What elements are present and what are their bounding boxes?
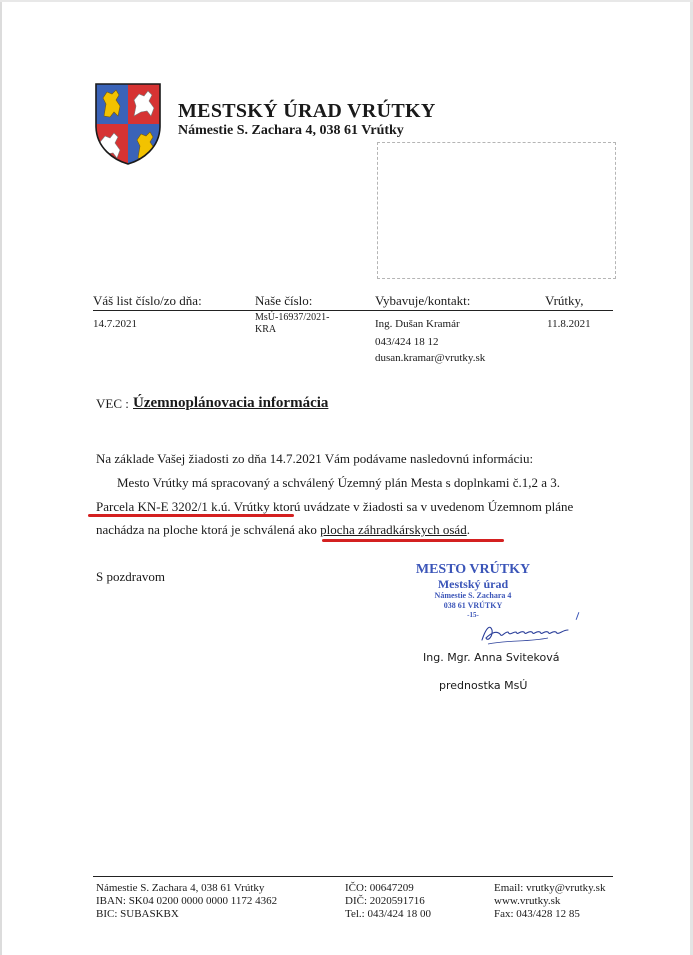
org-address: Námestie S. Zachara 4, 038 61 Vrútky [178,123,404,138]
body-line-1: Mesto Vrútky má spracovaný a schválený Územný plán Mesta s doplnkami č.1,2 a 3. [117,475,561,490]
stamp-line-3: Námestie S. Zachara 4 [434,591,512,600]
subject-title: Územnoplánovacia informácia [133,395,329,411]
footer-email: Email: vrutky@vrutky.sk [494,882,606,894]
zone-designation: plocha záhradkárskych osád [320,522,467,537]
footer-fax: Fax: 043/428 12 85 [494,908,580,920]
footer-tel: Tel.: 043/424 18 00 [345,908,432,920]
ref-header-your-letter: Váš list číslo/zo dňa: [93,293,202,308]
scan-edge-left [0,0,2,955]
body-line-3-start: nachádza na ploche ktorá je schválená ako [96,522,321,537]
stamp-line-2: Mestský úrad [437,577,509,591]
stamp-line-4: 038 61 VRÚTKY [443,601,503,610]
body-line-3-end: . [466,522,470,537]
footer-address: Námestie S. Zachara 4, 038 61 Vrútky [96,882,265,894]
stamp-line-5: -15- [467,611,479,619]
highlight-underline-parcel [88,514,294,517]
footer-col-ids [345,882,431,921]
your-letter-date: 14.7.2021 [93,318,137,330]
scan-edge-top [0,0,693,2]
footer-ico: IČO: 00647209 [345,882,414,894]
closing-greeting: S pozdravom [96,569,165,584]
signatory-name: Ing. Mgr. Anna Sviteková [423,651,560,664]
footer-col-contact [494,882,605,921]
footer-col-address [96,882,277,921]
footer-iban: IBAN: SK04 0200 0000 0000 1172 4362 [96,895,278,907]
org-name: MESTSKÝ ÚRAD VRÚTKY [178,100,436,122]
body-intro: Na základe Vašej žiadosti zo dňa 14.7.2021 Vám podávame nasledovnú informáciu: [96,451,534,466]
stamp-mark [576,612,580,620]
signatory-title: prednostka MsÚ [439,679,528,692]
ref-header-our-number: Naše číslo: [255,293,313,308]
recipient-address-box [377,142,616,279]
coat-of-arms-icon [94,82,162,166]
handled-by-phone: 043/424 18 12 [375,336,439,348]
body-line-3 [96,522,470,538]
ref-header-place: Vrútky, [545,293,584,308]
stamp-line-1: MESTO VRÚTKY [415,562,531,577]
ref-header-handled-by: Vybavuje/kontakt: [375,293,471,308]
handwritten-signature [478,620,574,646]
footer-bic: BIC: SUBASKBX [96,908,179,920]
handled-by-name: Ing. Dušan Kramár [375,318,460,330]
body-line-2: Parcela KN-E 3202/1 k.ú. Vrútky ktorú uvádzate v žiadosti sa v uvedenom Územnom pláne [96,499,574,514]
footer-web: www.vrutky.sk [494,895,561,907]
highlight-underline-zone [322,539,504,542]
our-number-line1: MsÚ-16937/2021- [255,312,330,323]
subject-prefix: VEC : [96,396,129,411]
footer-dic: DIČ: 2020591716 [345,895,425,907]
footer-divider [93,876,613,877]
letter-date: 11.8.2021 [547,318,591,330]
handled-by-email: dusan.kramar@vrutky.sk [375,352,486,364]
reference-divider [93,310,613,311]
our-number-line2: KRA [255,324,277,335]
